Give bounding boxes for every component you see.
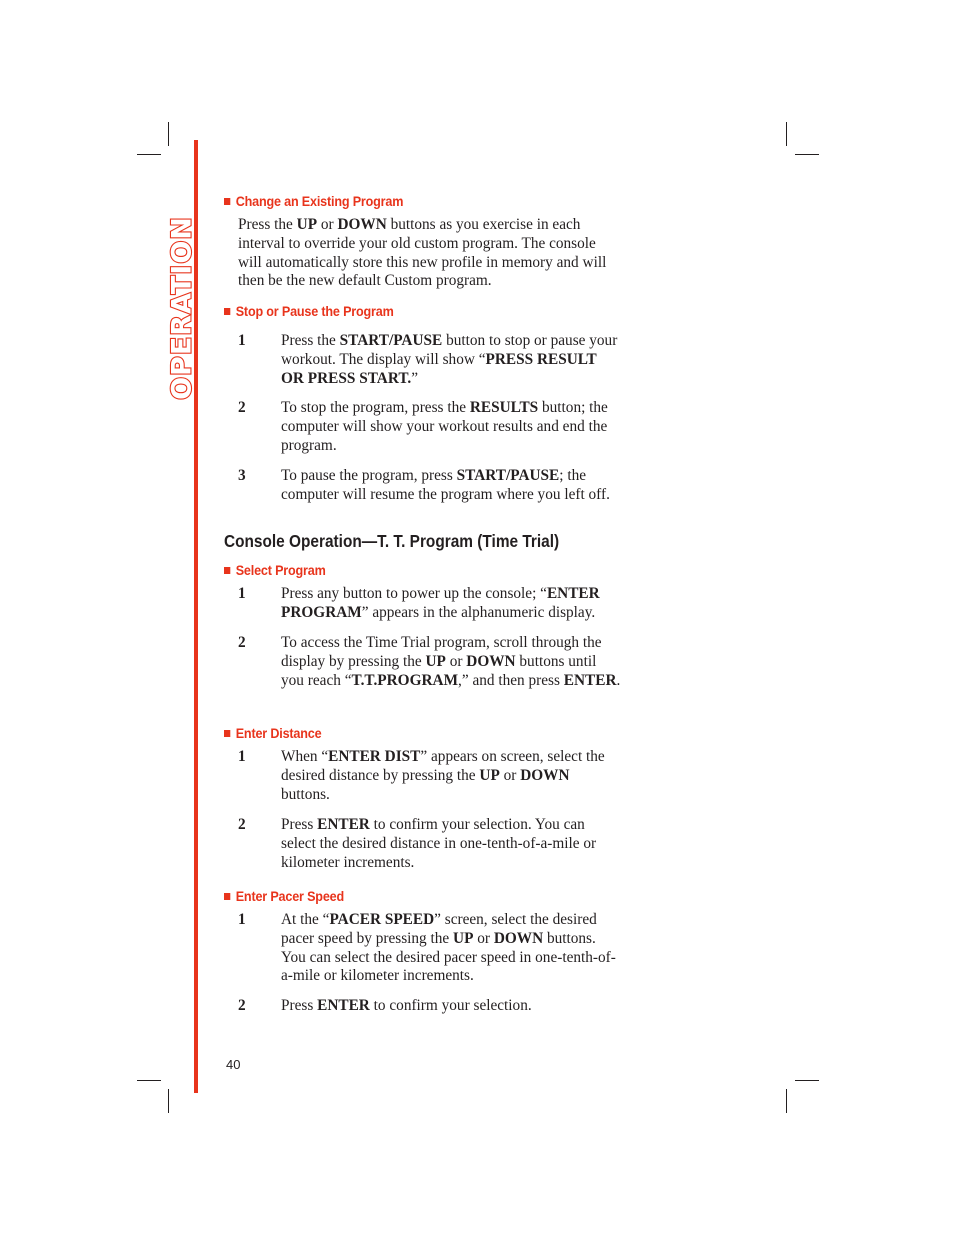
subheading-enter-distance: Enter Distance — [224, 725, 321, 741]
square-bullet-icon — [224, 567, 230, 574]
subheading-pacer-speed: Enter Pacer Speed — [224, 888, 344, 904]
subheading-stop-pause: Stop or Pause the Program — [224, 303, 394, 319]
crop-mark — [137, 154, 161, 155]
square-bullet-icon — [224, 893, 230, 900]
crop-mark — [137, 1080, 161, 1081]
subheading-change-program: Change an Existing Program — [224, 193, 403, 209]
square-bullet-icon — [224, 198, 230, 205]
square-bullet-icon — [224, 730, 230, 737]
subheading-select-program: Select Program — [224, 562, 326, 578]
section-title: Console Operation—T. T. Program (Time Trial) — [224, 531, 560, 551]
crop-mark — [795, 154, 819, 155]
change-program-paragraph: Press the UP or DOWN buttons as you exercise in each interval to override your old custom program. The console will automatically store this new profile in memory and will then be the new default Custom program. — [238, 216, 607, 290]
page-number: 40 — [226, 1057, 241, 1072]
crop-mark — [168, 122, 169, 146]
crop-mark — [786, 1089, 787, 1113]
crop-mark — [795, 1080, 819, 1081]
square-bullet-icon — [224, 308, 230, 315]
crop-mark — [786, 122, 787, 146]
crop-mark — [168, 1089, 169, 1113]
